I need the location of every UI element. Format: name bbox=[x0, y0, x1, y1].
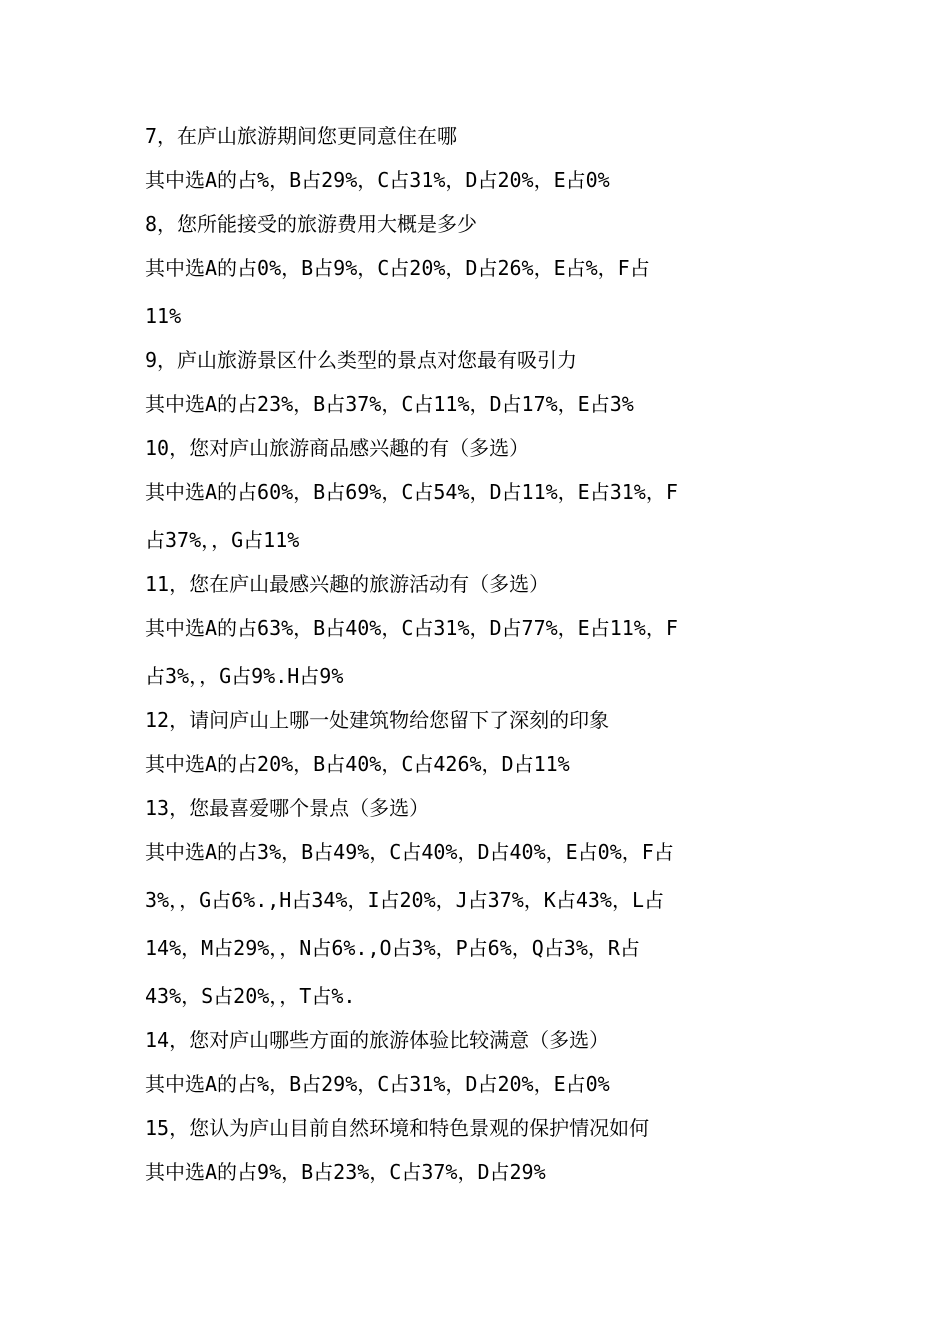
question-10: 10，您对庐山旅游商品感兴趣的有（多选） bbox=[145, 436, 530, 460]
question-13: 13，您最喜爱哪个景点（多选） bbox=[145, 796, 430, 820]
question-9: 9，庐山旅游景区什么类型的景点对您最有吸引力 bbox=[145, 348, 578, 372]
question-7: 7，在庐山旅游期间您更同意住在哪 bbox=[145, 124, 458, 148]
question-14: 14，您对庐山哪些方面的旅游体验比较满意（多选） bbox=[145, 1028, 610, 1052]
answer-10-line-2: 占37%，，G占11% bbox=[145, 528, 300, 552]
answer-13-line-1: 其中选A的占3%，B占49%，C占40%，D占40%，E占0%，F占 bbox=[145, 840, 674, 864]
question-11: 11，您在庐山最感兴趣的旅游活动有（多选） bbox=[145, 572, 550, 596]
answer-8-line-2: 11% bbox=[145, 304, 182, 328]
answer-10-line-1: 其中选A的占60%，B占69%，C占54%，D占11%，E占31%，F bbox=[145, 480, 678, 504]
answer-7: 其中选A的占%，B占29%，C占31%，D占20%，E占0% bbox=[145, 168, 610, 192]
answer-13-line-4: 43%，S占20%，，T占%. bbox=[145, 984, 356, 1008]
answer-12: 其中选A的占20%，B占40%，C占426%，D占11% bbox=[145, 752, 570, 776]
question-15: 15，您认为庐山目前自然环境和特色景观的保护情况如何 bbox=[145, 1116, 650, 1140]
answer-13-line-2: 3%，，G占6%.,H占34%，I占20%，J占37%，K占43%，L占 bbox=[145, 888, 664, 912]
question-12: 12，请问庐山上哪一处建筑物给您留下了深刻的印象 bbox=[145, 708, 610, 732]
answer-8-line-1: 其中选A的占0%，B占9%，C占20%，D占26%，E占%，F占 bbox=[145, 256, 650, 280]
question-8: 8，您所能接受的旅游费用大概是多少 bbox=[145, 212, 478, 236]
answer-11-line-2: 占3%，，G占9%.H占9% bbox=[145, 664, 344, 688]
answer-15: 其中选A的占9%，B占23%，C占37%，D占29% bbox=[145, 1160, 546, 1184]
answer-9: 其中选A的占23%，B占37%，C占11%，D占17%，E占3% bbox=[145, 392, 634, 416]
answer-11-line-1: 其中选A的占63%，B占40%，C占31%，D占77%，E占11%，F bbox=[145, 616, 678, 640]
document-body bbox=[145, 122, 815, 1202]
answer-13-line-3: 14%，M占29%，，N占6%.,O占3%，P占6%，Q占3%，R占 bbox=[145, 936, 640, 960]
answer-14: 其中选A的占%，B占29%，C占31%，D占20%，E占0% bbox=[145, 1072, 610, 1096]
